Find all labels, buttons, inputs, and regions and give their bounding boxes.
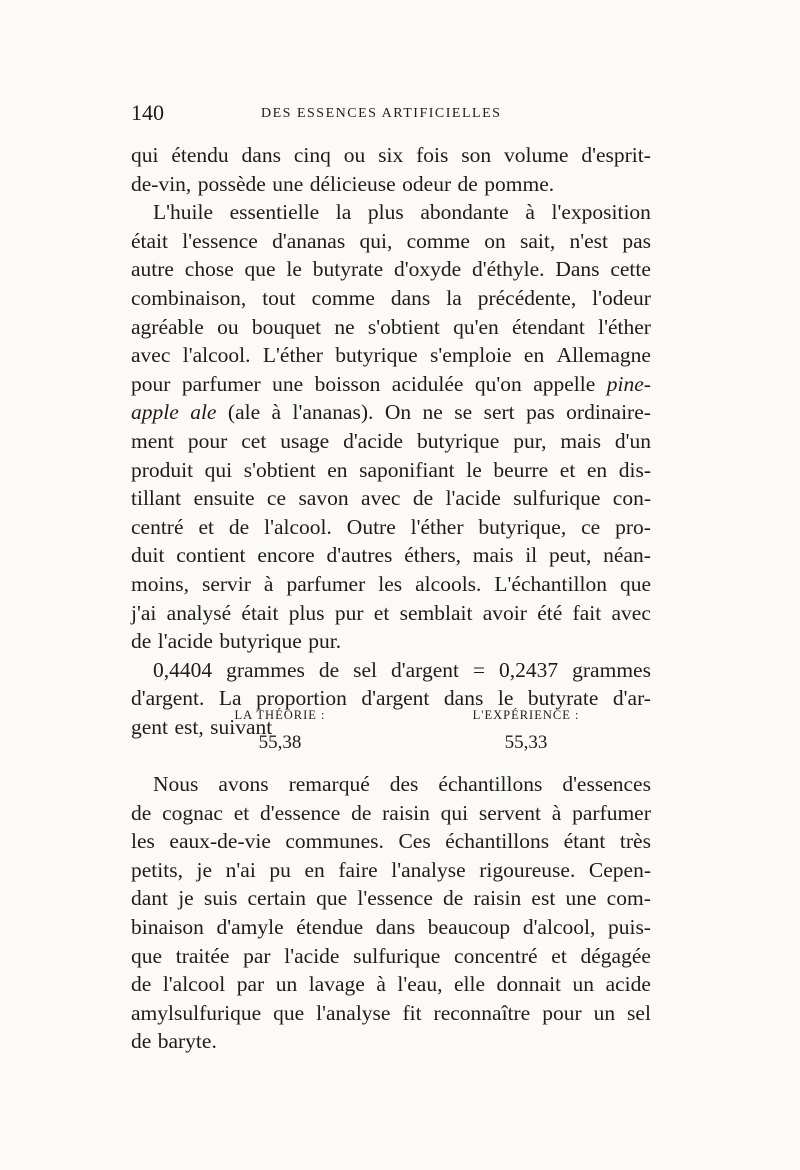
word: comme	[311, 285, 375, 310]
word: pur.	[308, 629, 342, 654]
word: l'exposition	[551, 200, 651, 225]
word: que	[619, 571, 651, 596]
word: parfumer	[181, 371, 261, 396]
word: sel	[353, 657, 378, 682]
word: en	[304, 857, 325, 882]
word: pu	[269, 857, 291, 882]
word: dans	[241, 143, 281, 167]
word: et	[233, 800, 250, 825]
word: faire	[338, 857, 378, 882]
word: des	[389, 772, 419, 796]
word: de-vin,	[131, 171, 192, 196]
word: parfumer	[572, 800, 651, 825]
word: butyrate	[312, 257, 384, 282]
text-line	[131, 141, 651, 170]
word: alcools.	[415, 571, 482, 596]
text-line	[131, 999, 651, 1028]
word: la	[446, 285, 462, 310]
word: le	[466, 457, 482, 482]
word: moins,	[131, 571, 189, 596]
word: ne	[334, 314, 355, 339]
word: n'est	[569, 228, 609, 253]
word: étendue	[296, 914, 364, 939]
word: butyrique	[416, 428, 500, 453]
comparison-table	[131, 708, 651, 764]
word: avons	[218, 772, 269, 796]
word: pas	[526, 400, 555, 425]
word: cinq	[293, 143, 331, 167]
word: est	[531, 886, 556, 911]
text-line	[131, 484, 651, 513]
word: et	[373, 600, 390, 625]
word: =	[472, 657, 486, 682]
word: les	[378, 571, 403, 596]
word: ment	[131, 428, 174, 453]
word: plus	[288, 600, 325, 625]
word: eaux-de-vie	[169, 829, 271, 854]
word: de	[318, 657, 340, 682]
theory-column	[215, 708, 345, 754]
word: était	[131, 228, 169, 253]
word: cognac	[162, 800, 223, 825]
text-line	[131, 1027, 651, 1056]
word: il	[525, 543, 538, 568]
word: Outre	[346, 514, 396, 539]
word: ce	[581, 514, 601, 539]
word: combinaison,	[131, 285, 247, 310]
word: pour	[187, 428, 228, 453]
word: boisson	[314, 371, 381, 396]
word: usage	[280, 428, 330, 453]
word: 0,2437	[499, 657, 559, 682]
word: fait	[572, 600, 602, 625]
word: d'autres	[326, 543, 393, 568]
word: pomme.	[484, 171, 555, 196]
word: de	[131, 629, 152, 654]
word: j'ai	[131, 600, 157, 625]
word: suivant	[210, 714, 273, 739]
word: les	[131, 829, 155, 854]
word: sulfurique	[513, 486, 601, 511]
word: on	[484, 228, 506, 253]
word: dans	[443, 686, 484, 711]
word: parfumer	[286, 571, 366, 596]
word: pur,	[513, 428, 547, 453]
word: qui,	[359, 228, 393, 253]
word: l'alcool.	[182, 343, 251, 368]
word: à	[271, 400, 282, 425]
word: duit	[131, 543, 165, 568]
word: de	[131, 800, 152, 825]
word: d'ar-	[612, 686, 651, 711]
word: était	[241, 600, 279, 625]
word: précédente,	[477, 285, 577, 310]
word: pur	[334, 600, 364, 625]
word: qui	[204, 457, 233, 482]
word: le	[497, 686, 514, 711]
word: de	[443, 886, 464, 911]
word: d'un	[614, 428, 651, 453]
word: communes.	[285, 829, 384, 854]
word: de	[457, 171, 478, 196]
word: La	[218, 686, 242, 711]
word: l'acide	[445, 486, 501, 511]
word: l'éther	[410, 514, 464, 539]
text-line	[131, 884, 651, 913]
experience-label: L'EXPÉRIENCE :	[472, 708, 580, 722]
word: donnait	[496, 972, 562, 997]
word: cet	[241, 428, 267, 453]
text-line	[131, 513, 651, 542]
word: pour	[542, 1000, 582, 1025]
word: amylsulfurique	[131, 1000, 262, 1025]
word: reconnaître	[433, 1000, 531, 1025]
word: grammes	[572, 657, 651, 682]
word: proportion	[256, 686, 347, 711]
word: l'alcool.	[264, 514, 332, 539]
text-line	[131, 227, 651, 256]
word: de	[131, 972, 152, 997]
text-line	[131, 198, 651, 227]
word: l'éther	[598, 314, 651, 339]
word: acidulée	[391, 371, 464, 396]
word: servent	[478, 800, 542, 825]
word: d'argent	[391, 657, 459, 682]
word: d'argent.	[131, 686, 205, 711]
word: On	[384, 400, 412, 425]
word: la	[335, 200, 352, 225]
word: éthers,	[404, 543, 461, 568]
word: pro-	[615, 514, 651, 539]
word: d'argent	[361, 686, 430, 711]
word: produit	[131, 457, 194, 482]
word: délicieuse	[309, 171, 396, 196]
word: remarqué	[288, 772, 370, 796]
word: gent	[131, 714, 169, 739]
word: com-	[606, 886, 651, 911]
word: volume	[503, 143, 569, 167]
word: l'analyse	[316, 1000, 391, 1025]
word: se	[454, 400, 473, 425]
word: de	[131, 1029, 152, 1054]
word: que	[131, 943, 163, 968]
word: mais	[560, 428, 601, 453]
word: le	[286, 257, 302, 282]
word: d'essence	[260, 800, 341, 825]
word: saponifiant	[359, 457, 455, 482]
text-line	[131, 770, 651, 799]
word: qu'en	[453, 314, 499, 339]
word: étendant	[512, 314, 585, 339]
word: est,	[174, 714, 204, 739]
text-line	[131, 856, 651, 885]
word: une	[272, 371, 304, 396]
word: sel	[627, 1000, 651, 1025]
word: odeur	[402, 171, 452, 196]
text-line	[131, 541, 651, 570]
word: ne	[422, 400, 443, 425]
running-title: DES ESSENCES ARTIFICIELLES	[261, 106, 502, 121]
word: et	[551, 943, 567, 968]
word: qui	[440, 800, 469, 825]
word: ale	[190, 400, 217, 425]
word: cette	[610, 257, 651, 282]
word: ordinaire-	[566, 400, 651, 425]
paragraph-4	[131, 770, 651, 1056]
word: un	[275, 972, 298, 997]
text-body-upper	[131, 141, 651, 741]
text-line	[131, 656, 651, 685]
text-line	[131, 398, 651, 427]
word: comme	[406, 228, 470, 253]
theory-label: LA THÉORIE :	[234, 708, 326, 722]
word: concentré	[454, 943, 538, 968]
word: avec	[361, 486, 401, 511]
word: petits,	[131, 857, 183, 882]
word: sert	[483, 400, 515, 425]
word: Dans	[555, 257, 600, 282]
word: plus	[367, 200, 404, 225]
word: puis-	[607, 914, 651, 939]
word: baryte.	[157, 1029, 217, 1054]
word: avec	[611, 600, 651, 625]
word: L'échantillon	[494, 571, 607, 596]
word: possède	[197, 171, 266, 196]
word: con-	[612, 486, 651, 511]
word: dans	[390, 285, 431, 310]
word: en	[586, 457, 608, 482]
word: fit	[402, 1000, 422, 1025]
word: lavage	[308, 972, 365, 997]
word: appelle	[533, 371, 596, 396]
word: certain	[247, 886, 306, 911]
text-body-lower	[131, 770, 651, 1056]
word: l'analyse	[391, 857, 466, 882]
word: mais	[472, 543, 514, 568]
text-line	[131, 799, 651, 828]
word: d'ananas	[272, 228, 346, 253]
text-line	[131, 970, 651, 999]
word: l'eau,	[397, 972, 443, 997]
word: chose	[184, 257, 234, 282]
word: et	[198, 514, 214, 539]
word: L'huile	[153, 200, 213, 225]
experience-value: 55,33	[504, 732, 548, 753]
word: de	[351, 800, 372, 825]
word: 0,4404	[153, 657, 213, 682]
word: d'essences	[562, 772, 651, 796]
word: savon	[298, 486, 349, 511]
word: ou	[343, 143, 366, 167]
word: à	[551, 800, 562, 825]
word: d'acide	[343, 428, 404, 453]
word: que	[316, 886, 348, 911]
text-line	[131, 170, 651, 199]
word: à	[263, 571, 274, 596]
word: une	[565, 886, 597, 911]
word: s'obtient	[367, 314, 440, 339]
experience-column	[451, 708, 601, 754]
word: fois	[416, 143, 449, 167]
word: butyrique	[335, 343, 418, 368]
word: six	[378, 143, 404, 167]
paragraph-2	[131, 198, 651, 656]
word: qu'on	[474, 371, 522, 396]
text-line	[131, 284, 651, 313]
word: l'odeur	[592, 285, 651, 310]
word: étant	[563, 829, 606, 854]
word: de	[228, 514, 250, 539]
word: que	[273, 1000, 305, 1025]
word: n'ai	[225, 857, 256, 882]
word: ou	[217, 314, 239, 339]
text-line	[131, 341, 651, 370]
theory-value: 55,38	[258, 732, 302, 753]
word: semblait	[399, 600, 473, 625]
word: sait,	[520, 228, 556, 253]
word: par	[236, 972, 265, 997]
text-line	[131, 370, 651, 399]
text-line	[131, 427, 651, 456]
word: suis	[203, 886, 238, 911]
word: acide	[605, 972, 651, 997]
word: essentielle	[229, 200, 320, 225]
word: raisin	[473, 886, 522, 911]
word: de	[412, 486, 434, 511]
word: l'alcool	[162, 972, 226, 997]
word: rigoureuse.	[479, 857, 576, 882]
word: en	[327, 457, 348, 482]
word: butyrate	[527, 686, 599, 711]
word: bouquet	[251, 314, 322, 339]
word: peut,	[548, 543, 592, 568]
word: Ces	[398, 829, 431, 854]
word: apple	[131, 400, 179, 425]
word: dis-	[618, 457, 651, 482]
word: étendu	[171, 143, 229, 167]
word: un	[572, 972, 595, 997]
word: centré	[131, 514, 184, 539]
word: dans	[375, 914, 416, 939]
word: d'esprit-	[581, 143, 651, 167]
word: une	[272, 171, 304, 196]
word: pas	[622, 228, 651, 253]
text-line	[131, 827, 651, 856]
text-line	[131, 255, 651, 284]
word: pour	[131, 371, 171, 396]
word: Nous	[153, 772, 199, 796]
running-head	[131, 100, 651, 130]
text-line	[131, 313, 651, 342]
word: dant	[131, 886, 169, 911]
word: l'essence	[182, 228, 258, 253]
page-number: 140	[131, 100, 164, 125]
word: grammes	[226, 657, 305, 682]
word: échantillons	[445, 829, 550, 854]
word: l'ananas).	[292, 400, 374, 425]
word: abondante	[420, 200, 509, 225]
word: analysé	[166, 600, 232, 625]
word: je	[196, 857, 213, 882]
word: encore	[257, 543, 315, 568]
word: d'alcool,	[522, 914, 596, 939]
word: un	[593, 1000, 616, 1025]
word: avec	[131, 343, 171, 368]
word: tout	[262, 285, 296, 310]
word: traitée	[175, 943, 230, 968]
text-line	[131, 456, 651, 485]
word: Cepen-	[588, 857, 651, 882]
word: à	[525, 200, 535, 225]
word: Allemagne	[556, 343, 651, 368]
word: s'obtient	[243, 457, 316, 482]
word: ce	[266, 486, 287, 511]
word: raisin	[382, 800, 430, 825]
word: d'éthyle.	[472, 257, 545, 282]
word: ensuite	[193, 486, 255, 511]
paragraph-1	[131, 141, 651, 198]
word: son	[461, 143, 492, 167]
word: je	[178, 886, 194, 911]
word: par	[243, 943, 271, 968]
word: à	[376, 972, 386, 997]
word: en	[523, 343, 545, 368]
word: binaison	[131, 914, 204, 939]
word: butyrique,	[478, 514, 567, 539]
word: que	[244, 257, 276, 282]
word: pine-	[606, 371, 651, 396]
word: sulfurique	[353, 943, 441, 968]
word: agréable	[131, 314, 204, 339]
word: d'amyle	[216, 914, 284, 939]
word: beaucoup	[427, 914, 511, 939]
word: et	[559, 457, 576, 482]
word: servir	[201, 571, 251, 596]
word: elle	[453, 972, 486, 997]
text-line	[131, 599, 651, 628]
word: avoir	[482, 600, 527, 625]
word: néan-	[603, 543, 651, 568]
text-line	[131, 913, 651, 942]
word: échantillons	[438, 772, 543, 796]
word: butyrique	[219, 629, 302, 654]
word: tillant	[131, 486, 182, 511]
word: très	[619, 829, 651, 854]
word: s'emploie	[430, 343, 512, 368]
word: l'acide	[284, 943, 340, 968]
word: L'éther	[262, 343, 323, 368]
word: d'oxyde	[394, 257, 462, 282]
word: été	[537, 600, 563, 625]
word: contient	[176, 543, 246, 568]
text-line	[131, 942, 651, 971]
word: qui	[131, 143, 159, 167]
word: autre	[131, 257, 174, 282]
text-line	[131, 570, 651, 599]
word: l'acide	[157, 629, 213, 654]
word: beurre	[493, 457, 549, 482]
word: dégagée	[580, 943, 651, 968]
text-line	[131, 627, 651, 656]
word: l'essence	[357, 886, 433, 911]
word: (ale	[227, 400, 261, 425]
